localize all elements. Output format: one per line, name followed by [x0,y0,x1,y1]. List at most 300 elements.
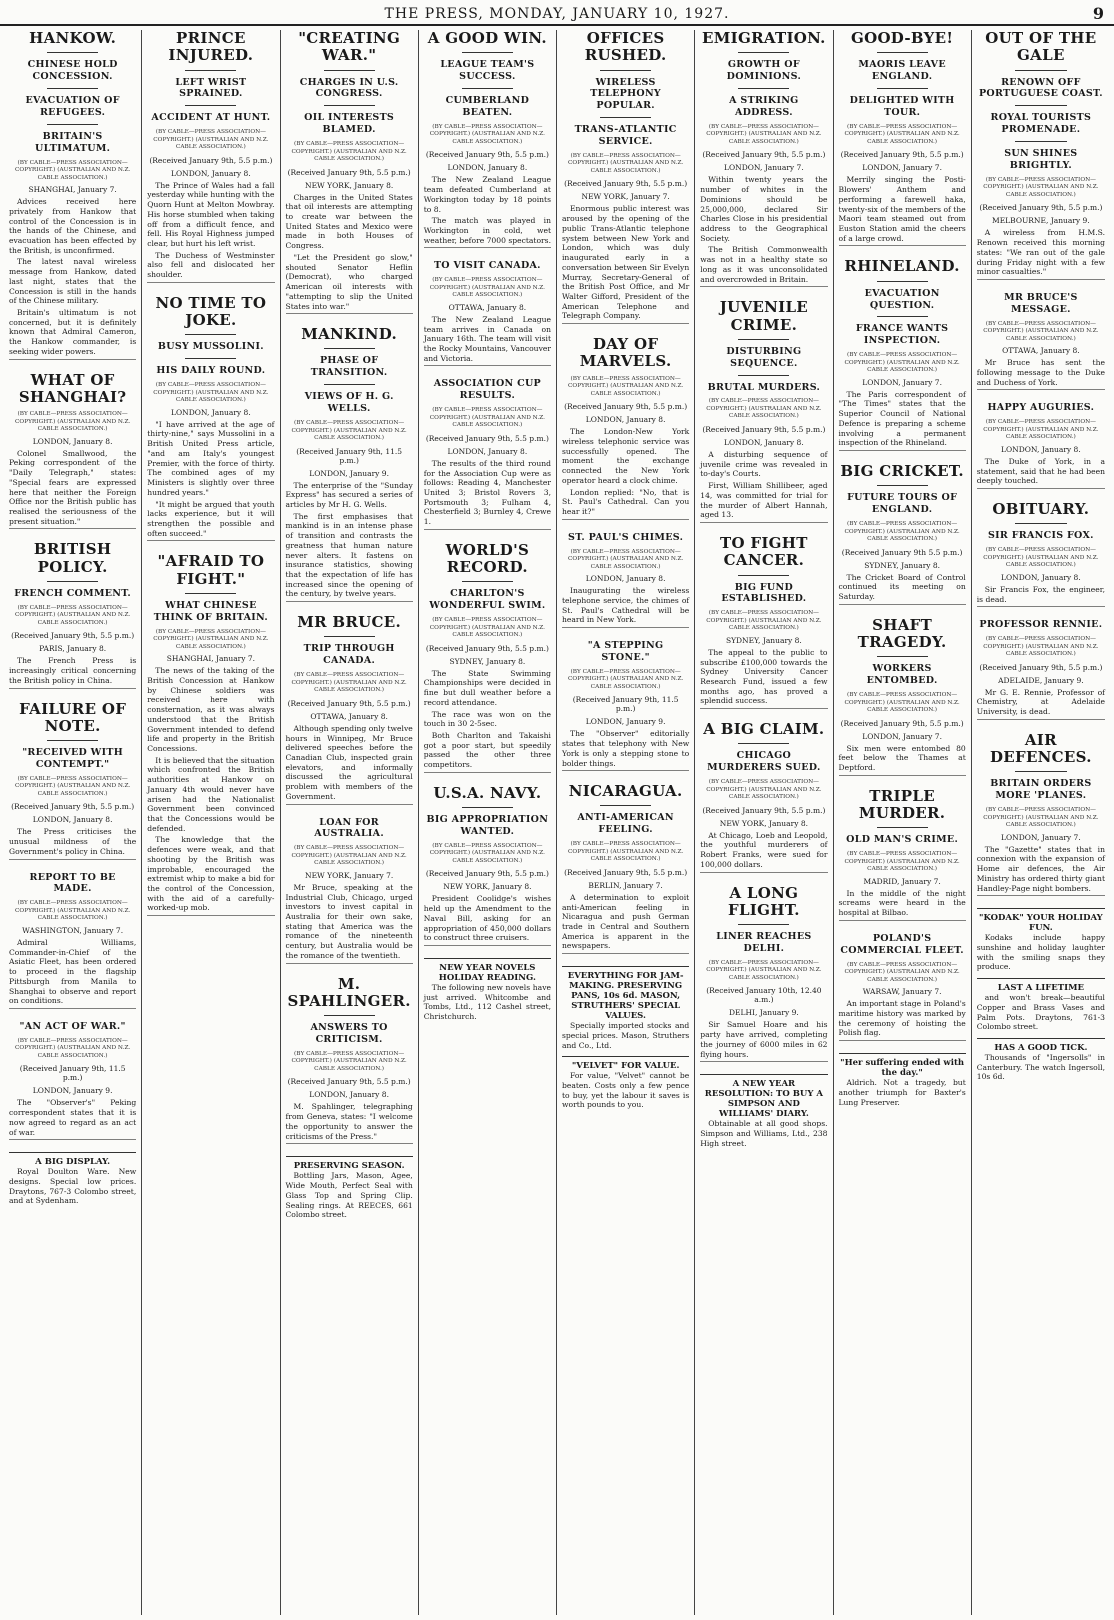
paragraph: In the middle of the night screams were heard in the hospital at Bilbao. [838,888,966,918]
page-number: 9 [1092,4,1104,23]
dateline: MADRID, January 7. [863,876,941,886]
headline: OBITUARY. [992,500,1090,519]
subheadline: EVACUATION OF REFUGEES. [25,95,120,118]
headline: JUVENILE CRIME. [719,298,809,334]
subheadline: ANTI-AMERICAN FEELING. [577,812,674,836]
text-continuation [147,540,274,547]
text-continuation [9,1008,136,1015]
advertisement [839,1053,966,1107]
headline: TRIPLE MURDER. [858,786,946,823]
dateline: DELHI, January 9. [729,1008,799,1018]
subheadline: ACCIDENT AT HUNT. [151,112,271,124]
divider-rule [324,384,375,385]
article-body [286,724,413,802]
article-body [977,688,1105,717]
divider-rule [600,70,651,71]
text-continuation [977,606,1105,613]
text-continuation [839,1040,966,1047]
divider-rule [324,636,375,637]
paragraph: Advices received here privately from Hankow that control of the Concession is in the hands of the Chinese, and evacuation has been effected by the British, is unconfirmed. [9,197,137,255]
article [977,30,1105,286]
dateline: LONDON, January 9. [32,1086,113,1096]
divider-rule [738,52,789,53]
divider-rule [47,52,98,53]
divider-rule [738,339,789,340]
ad-body [286,1171,413,1220]
paragraph: For value, "Velvet" cannot be beaten. Costs only a few pence to buy, yet the labour it saves is worth pounds to you. [562,1071,690,1110]
divider-rule [185,358,236,359]
paragraph: Sir Samuel Hoare and his party have arrived, completing the journey of 6000 miles in 62 flying hours. [700,1020,828,1059]
received-time: (Received January 9th, 5.5 p.m.) [979,203,1103,213]
divider-rule [877,656,928,657]
article-body [9,1098,136,1137]
text-continuation [977,389,1105,396]
wire-credit: (BY CABLE—PRESS ASSOCIATION—COPYRIGHT.) (AUSTRALIAN AND N.Z. CABLE ASSOCIATION.) [706,610,822,632]
subheadline: BRITAIN'S ULTIMATUM. [35,130,111,154]
article [977,732,1105,902]
article [562,966,689,1050]
paragraph: "It might be argued that youth lacks experience, but it will strengthen the possible and often succeed." [147,499,275,538]
subheadline: OLD MAN'S CRIME. [846,834,959,846]
paragraph: The match was played in Workington in cold, wet weather, before 7000 spectators. [423,216,551,245]
article [839,933,966,1047]
wire-credit: (BY CABLE—PRESS ASSOCIATION—COPYRIGHT.) (AUSTRALIAN AND N.Z. CABLE ASSOCIATION.) [291,672,407,694]
text-continuation [286,313,413,320]
divider-rule [738,375,789,376]
headline: A GOOD WIN. [427,30,547,47]
divider-rule [324,348,375,349]
article [424,260,551,372]
wire-credit: (BY CABLE—PRESS ASSOCIATION—COPYRIGHT.) (AUSTRALIAN AND N.Z. CABLE ASSOCIATION.) [568,548,684,570]
text-continuation [424,529,551,536]
paragraph: The latest naval wireless message from Hankow, dated last night, states that the Concession is still in the hands of the Chinese military. [9,257,137,306]
paragraph: The Duke of York, in a statement, said that he had been deeply touched. [976,456,1105,486]
received-time: (Received January 10th, 12.40 a.m.) [706,986,822,1005]
headline: BRITISH POLICY. [33,540,112,576]
text-continuation [839,775,966,782]
text-continuation [9,359,136,366]
paragraph: Within twenty years the number of whites in the Dominions should be 25,000,000, declared Sir Charles Close in his presidential address to the Geographical Society. [700,175,828,243]
text-continuation [977,719,1105,726]
article-body [839,390,966,448]
wire-credit: (BY CABLE—PRESS ASSOCIATION—COPYRIGHT.) (AUSTRALIAN AND N.Z. CABLE ASSOCIATION.) [291,419,407,442]
article-body [839,744,966,773]
divider-rule [1015,105,1066,106]
wire-credit: (BY CABLE—PRESS ASSOCIATION—COPYRIGHT.) (AUSTRALIAN AND N.Z. CABLE ASSOCIATION.) [983,547,1099,569]
column-3 [281,30,419,1615]
subheadline: SUN SHINES BRIGHTLY. [1004,148,1078,171]
wire-credit: (BY CABLE—PRESS ASSOCIATION—COPYRIGHT.) (AUSTRALIAN AND N.Z. CABLE ASSOCIATION.) [844,692,960,714]
column-6 [695,30,833,1615]
headline: PRINCE INJURED. [168,30,254,65]
paragraph: Charges in the United States that oil interests are attempting to create war between the United States and Mexico were made in both Houses of Congress. [285,192,413,251]
article [9,372,136,536]
wire-credit: (BY CABLE—PRESS ASSOCIATION—COPYRIGHT.) (AUSTRALIAN AND N.Z. CABLE ASSOCIATION.) [568,375,684,397]
article-body [700,450,827,520]
wire-credit: (BY CABLE—PRESS ASSOCIATION—COPYRIGHT.) (AUSTRALIAN AND N.Z. CABLE ASSOCIATION.) [568,152,684,174]
text-continuation [147,915,274,922]
subheadline: OIL INTERESTS BLAMED. [304,112,395,136]
divider-rule [462,581,513,582]
subheadline: POLAND'S COMMERCIAL FLEET. [840,932,964,956]
divider-rule [462,88,513,89]
paragraph: Sir Francis Fox, the engineer, is dead. [976,584,1105,604]
paragraph: President Coolidge's wishes held up the Amendment to the Naval Bill, asking for an appropriation of 450,000 dollars to construct three cruisers. [423,894,551,943]
subheadline: WORKERS ENTOMBED. [866,663,938,687]
paragraph: Admiral Williams, Commander-in-Chief of the Asiatic Fleet, has been ordered to proceed in the flagship Pittsburgh from Manila to Shanghai to observe and report on conditions. [9,937,137,1006]
article [839,1053,966,1107]
article-body [839,889,966,918]
paragraph: The following new novels have just arrived. Whitcombe and Tombs, Ltd., 112 Cashel street, Christchurch. [423,983,551,1022]
divider-rule [877,827,928,828]
headline: EMIGRATION. [702,30,826,47]
dateline: LONDON, January 7. [862,731,942,741]
article [9,1152,136,1206]
subheadline: PROFESSOR RENNIE. [979,619,1103,631]
divider-rule [877,281,928,282]
article [9,701,136,866]
wire-credit: (BY CABLE—PRESS ASSOCIATION—COPYRIGHT.) (AUSTRALIAN AND N.Z. CABLE ASSOCIATION.) [153,628,269,650]
dateline: SHANGHAI, January 7. [28,185,117,195]
subheadline: "RECEIVED WITH CONTEMPT." [22,747,124,770]
paragraph: The "Observer" editorially states that telephony with New York is only a stepping stone to bolder things. [562,729,690,768]
paragraph: Britain's ultimatum is not concerned, but it is definitely known that Admiral Cameron, the Hankow commander, is seeking wider powers. [9,308,137,356]
advertisement [977,978,1105,1032]
paragraph: A wireless from H.M.S. Renown received this morning states: "We ran out of the gale during Friday night with a few minor casualties." [976,228,1105,277]
wire-credit: (BY CABLE—PRESS ASSOCIATION—COPYRIGHT.) (AUSTRALIAN AND N.Z. CABLE ASSOCIATION.) [429,842,545,864]
article-body [424,459,551,527]
dateline: MELBOURNE, January 9. [992,216,1090,226]
divider-rule [47,740,98,741]
text-continuation [700,1061,827,1068]
paragraph: The Duchess of Westminster also fell and dislocated her shoulder. [147,250,275,280]
text-continuation [9,528,136,535]
subheadline: "A STEPPING STONE." [587,640,664,663]
text-continuation [839,604,966,611]
text-continuation [286,601,413,608]
article-body [9,449,136,527]
dateline: SYDNEY, January 8. [725,635,802,645]
divider-rule [738,575,789,576]
text-continuation [562,323,689,330]
article [977,1038,1105,1082]
received-time: (Received January 9th, 5.5 p.m.) [287,698,411,708]
article-body [9,827,136,856]
dateline: LONDON, January 7. [1001,832,1081,842]
divider-rule [462,807,513,808]
wire-credit: (BY CABLE—PRESS ASSOCIATION—COPYRIGHT.) (AUSTRALIAN AND N.Z. CABLE ASSOCIATION.) [291,141,407,163]
article-body [424,894,551,943]
article-body [424,669,551,770]
advertisement [9,1152,136,1206]
paragraph: The knowledge that the defences were weak, and that shooting by the British was improbable, encouraged the extremist whip to make a bid for the control of the Concession, with the aid of a carefully-worked-up mob. [147,835,275,913]
article [700,30,827,293]
headline: NICARAGUA. [568,782,683,801]
divider-rule [738,88,789,89]
dateline: LONDON, January 7. [862,377,942,387]
article-body [839,175,966,243]
subheadline: WHAT CHINESE THINK OF BRITAIN. [153,599,269,623]
paragraph: Mr G. E. Rennie, Professor of Chemistry, at Adelaide University, is dead. [976,687,1105,717]
article [147,553,274,922]
subheadline: PHASE OF TRANSITION. [310,355,388,379]
article-body [977,228,1105,277]
dateline: LONDON, January 9. [585,717,666,727]
paragraph: The British Commonwealth was not in a healthy state so long as it was unconsolidated and overcrowded in Britain. [700,245,828,284]
subheadline: WIRELESS TELEPHONY POPULAR. [590,76,662,112]
received-time: (Received January 9th, 5.5 p.m.) [702,805,826,815]
dateline: LONDON, January 9. [309,468,389,478]
text-continuation [424,772,551,779]
divider-rule [324,1015,375,1016]
divider-rule [185,334,236,335]
ad-body [977,1053,1105,1082]
divider-rule [1015,523,1066,524]
dateline: LONDON, January 8. [585,574,666,584]
dateline: NEW YORK, January 8. [443,882,532,892]
text-continuation [424,365,551,372]
article [286,976,413,1151]
ad-headline: LAST A LIFETIME [997,983,1084,994]
article [700,885,827,1069]
dateline: LONDON, January 8. [171,407,251,417]
dateline: OTTAWA, January 8. [448,302,527,312]
paragraph: Royal Doulton Ware. New designs. Special low prices. Draytons, 767-3 Colombo street, and at Sydenham. [9,1167,137,1206]
received-time: (Received January 9th, 5.5 p.m.) [840,718,964,728]
article [700,299,827,529]
wire-credit: (BY CABLE—PRESS ASSOCIATION—COPYRIGHT.) (AUSTRALIAN AND N.Z. CABLE ASSOCIATION.) [15,604,131,626]
divider-rule [600,117,651,118]
paragraph: The New Zealand League team arrives in Canada on January 16th. The team will visit the Rocky Mountains, Vancouver and Victoria. [423,314,551,363]
text-continuation [562,770,689,777]
article-body [286,481,413,600]
article [562,1056,689,1110]
paragraph: Inaugurating the wireless telephone service, the chimes of St. Paul's Cathedral will be heard in New York. [562,586,690,625]
paragraph: The "Observer's" Peking correspondent states that it is now agreed to regard as an act of war. [9,1098,137,1137]
article [286,817,413,970]
text-continuation [424,945,551,952]
article [977,908,1105,972]
text-continuation [147,282,274,289]
headline: WORLD'S RECORD. [445,540,530,577]
wire-credit: (BY CABLE—PRESS ASSOCIATION—COPYRIGHT.) (AUSTRALIAN AND N.Z. CABLE ASSOCIATION.) [706,123,822,145]
text-continuation [424,247,551,254]
paragraph: Colonel Smallwood, the Peking correspondent of the "Daily Telegraph," states: "Special fears are expressed here that neither the Foreign Office nor the British public has realised the seriousness of the present situation." [9,448,137,526]
dateline: BERLIN, January 7. [588,880,663,890]
text-continuation [839,245,966,252]
divider-rule [877,52,928,53]
headline: OUT OF THE GALE [985,30,1097,65]
divider-rule [185,593,236,594]
received-time: (Received January 9th, 5.5 p.m.) [149,155,273,165]
paragraph: It is believed that the situation which confronted the British authorities at Hankow on January 4th would never have arisen had the Nationalist Government been convinced that the Concessions would be defended. [147,755,275,833]
paragraph: The New Zealand League team defeated Cumberland at Workington today by 18 points to 8. [423,175,551,214]
subheadline: RENOWN OFF PORTUGUESE COAST. [978,76,1103,100]
headline: "CREATING WAR." [298,30,401,65]
advertisement [977,908,1105,972]
subheadline: CHINESE HOLD CONCESSION. [27,59,118,83]
article [424,785,551,952]
text-continuation [700,522,827,529]
wire-credit: (BY CABLE—PRESS ASSOCIATION—COPYRIGHT.) (AUSTRALIAN AND N.Z. CABLE ASSOCIATION.) [429,407,545,429]
paragraph: At Chicago, Loeb and Leopold, the youthful murderers of Robert Franks, were sued for 100,000 dollars. [700,830,828,869]
divider-rule [324,70,375,71]
wire-credit: (BY CABLE—PRESS ASSOCIATION—COPYRIGHT.) (AUSTRALIAN AND N.Z. CABLE ASSOCIATION.) [15,411,131,433]
received-time: (Received January 9th, 5.5 p.m.) [702,150,826,160]
article-body [562,586,689,625]
paragraph: Kodaks include happy sunshine and holiday laughter with the smiling snaps they produce. [976,933,1105,972]
received-time: (Received January 9th, 5.5 p.m.) [425,433,549,443]
article-body [286,1102,413,1141]
headline: DAY OF MARVELS. [579,335,672,371]
text-continuation [9,1139,136,1146]
article [977,501,1105,613]
subheadline: REPORT TO BE MADE. [29,871,116,895]
received-time: (Received January 9th, 5.5 p.m.) [564,867,688,877]
paragraph: The race was won on the touch in 30 2-5sec. [423,709,551,729]
divider-rule [47,581,98,582]
paragraph: and won't break—beautiful Copper and Brass Vases and Palm Pots. Draytons, 761-3 Colombo street. [976,993,1105,1032]
wire-credit: (BY CABLE—PRESS ASSOCIATION—COPYRIGHT.) (AUSTRALIAN AND N.Z. CABLE ASSOCIATION.) [844,851,960,873]
ad-body [977,933,1105,972]
divider-rule [738,924,789,925]
dateline: SYDNEY, January 8. [864,560,941,570]
headline: M. SPAHLINGER. [287,974,411,1010]
article [839,463,966,611]
received-time: (Received January 9th 5.5 p.m.) [841,547,963,557]
headline: GOOD-BYE! [850,30,954,47]
ad-headline: "Her suffering ended with the day." [840,1058,965,1079]
wire-credit: (BY CABLE—PRESS ASSOCIATION—COPYRIGHT.) (AUSTRALIAN AND N.Z. CABLE ASSOCIATION.) [983,807,1099,829]
subheadline: ROYAL TOURISTS PROMENADE. [990,112,1092,136]
article-body [424,175,551,245]
divider-rule [738,743,789,744]
paragraph: An important stage in Poland's maritime history was marked by the ceremony of hoisting the Polish flag. [838,999,966,1038]
paragraph: M. Spahlinger, telegraphing from Geneva, states: "I welcome the opportunity to answer the criticisms of the Press." [285,1102,413,1141]
dateline: NEW YORK, January 7. [581,192,670,202]
divider-rule [185,105,236,106]
article-body [9,656,136,685]
dateline: LONDON, January 8. [447,163,528,173]
article-body [977,585,1105,604]
article-body [700,648,827,706]
article [286,30,413,320]
paragraph: Both Charlton and Takaishi got a poor start, but speedily passed the other three competitors. [423,730,551,770]
article [562,532,689,634]
article-body [9,938,136,1006]
article [562,783,689,960]
wire-credit: (BY CABLE—PRESS ASSOCIATION—COPYRIGHT.) (AUSTRALIAN AND N.Z. CABLE ASSOCIATION.) [153,382,269,404]
dateline: PARIS, January 8. [39,644,107,654]
wire-credit: (BY CABLE—PRESS ASSOCIATION—COPYRIGHT.) (AUSTRALIAN AND N.Z. CABLE ASSOCIATION.) [844,961,960,983]
paragraph: Thousands of "Ingersolls" in Canterbury. The watch Ingersoll, 10s 6d. [976,1053,1105,1082]
article-body [839,999,966,1038]
article [286,326,413,608]
article-body [286,193,413,312]
article [286,614,413,810]
dateline: WASHINGTON, January 7. [22,925,124,935]
advertisement [286,1156,413,1220]
article [9,1021,136,1146]
paragraph: A disturbing sequence of juvenile crime was revealed in to-day's Courts. [700,449,828,479]
received-time: (Received January 9th, 11.5 p.m.) [572,695,679,714]
headline: MR BRUCE. [297,613,402,632]
wire-credit: (BY CABLE—PRESS ASSOCIATION—COPYRIGHT.) (AUSTRALIAN AND N.Z. CABLE ASSOCIATION.) [706,398,822,420]
headline: "AFRAID TO FIGHT." [157,552,265,588]
headline: OFFICES RUSHED. [584,30,667,65]
paragraph: The French Press is increasingly critical concerning the British policy in China. [9,656,137,685]
article [977,978,1105,1032]
article-body [700,175,827,284]
ad-body [700,1119,827,1148]
subheadline: BRITAIN ORDERS MORE 'PLANES. [990,778,1092,802]
paragraph: The results of the third round for the Association Cup were as follows: Reading 4, Manchester United 3; Bristol Rovers 3, Portsmouth 3; Fulham 4, Chesterfield 3; Burnley 4, Crewe 1. [423,458,551,527]
paragraph: Obtainable at all good shops. Simpson and Williams, Ltd., 238 High street. [700,1119,828,1148]
wire-credit: (BY CABLE—PRESS ASSOCIATION—COPYRIGHT.) (AUSTRALIAN AND N.Z. CABLE ASSOCIATION.) [429,277,545,299]
wire-credit: (BY CABLE—PRESS ASSOCIATION—COPYRIGHT.) (AUSTRALIAN AND N.Z. CABLE ASSOCIATION.) [429,617,545,639]
headline: A LONG FLIGHT. [728,883,800,919]
wire-credit: (BY CABLE—PRESS ASSOCIATION—COPYRIGHT.) (AUSTRALIAN AND N.Z. CABLE ASSOCIATION.) [706,959,822,981]
article [562,640,689,777]
wire-credit: (BY CABLE—PRESS ASSOCIATION—COPYRIGHT.) (AUSTRALIAN AND N.Z. CABLE ASSOCIATION.) [15,775,131,797]
headline: SHAFT TRAGEDY. [857,615,947,652]
subheadline: ASSOCIATION CUP RESULTS. [433,378,542,402]
text-continuation [286,963,413,970]
headline: FAILURE OF NOTE. [19,699,127,735]
subheadline: BRUTAL MURDERS. [707,381,821,393]
ad-body [424,983,551,1022]
received-time: (Received January 9th, 5.5 p.m.) [702,424,826,434]
column-8 [972,30,1110,1615]
article [839,617,966,782]
dateline: LONDON, January 8. [1001,444,1081,454]
article-body [977,457,1105,486]
paragraph: The appeal to the public to subscribe £100,000 towards the Sydney University Cancer Research Fund, issued a few months ago, has proved a splendid success. [700,647,828,706]
paragraph: Enormous public interest was aroused by the opening of the public Trans-Atlantic telephone system between New York and London, which was duly inaugurated early in a conversation between Sir Evelyn Murray, Secretary-General of the British Post Office, and Mr Walter Gifford, President of the American Telephone and Telegraph Company. [562,204,690,321]
wire-credit: (BY CABLE—PRESS ASSOCIATION—COPYRIGHT.) (AUSTRALIAN AND N.Z. CABLE ASSOCIATION.) [983,419,1099,441]
divider-rule [877,88,928,89]
article [839,30,966,252]
article [9,872,136,1015]
masthead [0,6,1114,26]
dateline: LONDON, January 8. [171,168,251,178]
paragraph: First, William Shillibeer, aged 14, was committed for trial for the murder of Albert Hannah, aged 13. [700,481,828,520]
text-continuation [9,688,136,695]
dateline: LONDON, January 8. [32,815,113,825]
received-time: (Received January 9th, 5.5 p.m.) [979,662,1103,672]
divider-rule [877,485,928,486]
subheadline: ST. PAUL'S CHIMES. [568,531,684,543]
subheadline: DISTURBING SEQUENCE. [726,345,802,369]
paragraph: Six men were entombed 80 feet below the Thames at Deptford. [838,743,966,773]
column-1 [4,30,142,1615]
ad-body [562,1071,689,1110]
subheadline: LEAGUE TEAM'S SUCCESS. [440,59,535,83]
article [147,295,274,547]
received-time: (Received January 9th, 5.5 p.m.) [11,631,135,641]
article [424,30,551,254]
dateline: SHANGHAI, January 7. [166,654,256,664]
article [9,30,136,366]
subheadline: BIG FUND ESTABLISHED. [721,581,807,605]
paragraph: "I have arrived at the age of thirty-nine," says Mussolini in a British United Press article, "and am Italy's youngest Premier, with the force of thirty. The combined ages of my Ministers is slightly over three hundred years." [147,419,275,497]
headline: NO TIME TO JOKE. [155,293,267,330]
article-body [562,427,689,516]
text-continuation [9,859,136,866]
dateline: NEW YORK, January 8. [305,180,394,190]
ad-body [562,1021,689,1050]
subheadline: CHARGES IN U.S. CONGRESS. [299,76,399,100]
